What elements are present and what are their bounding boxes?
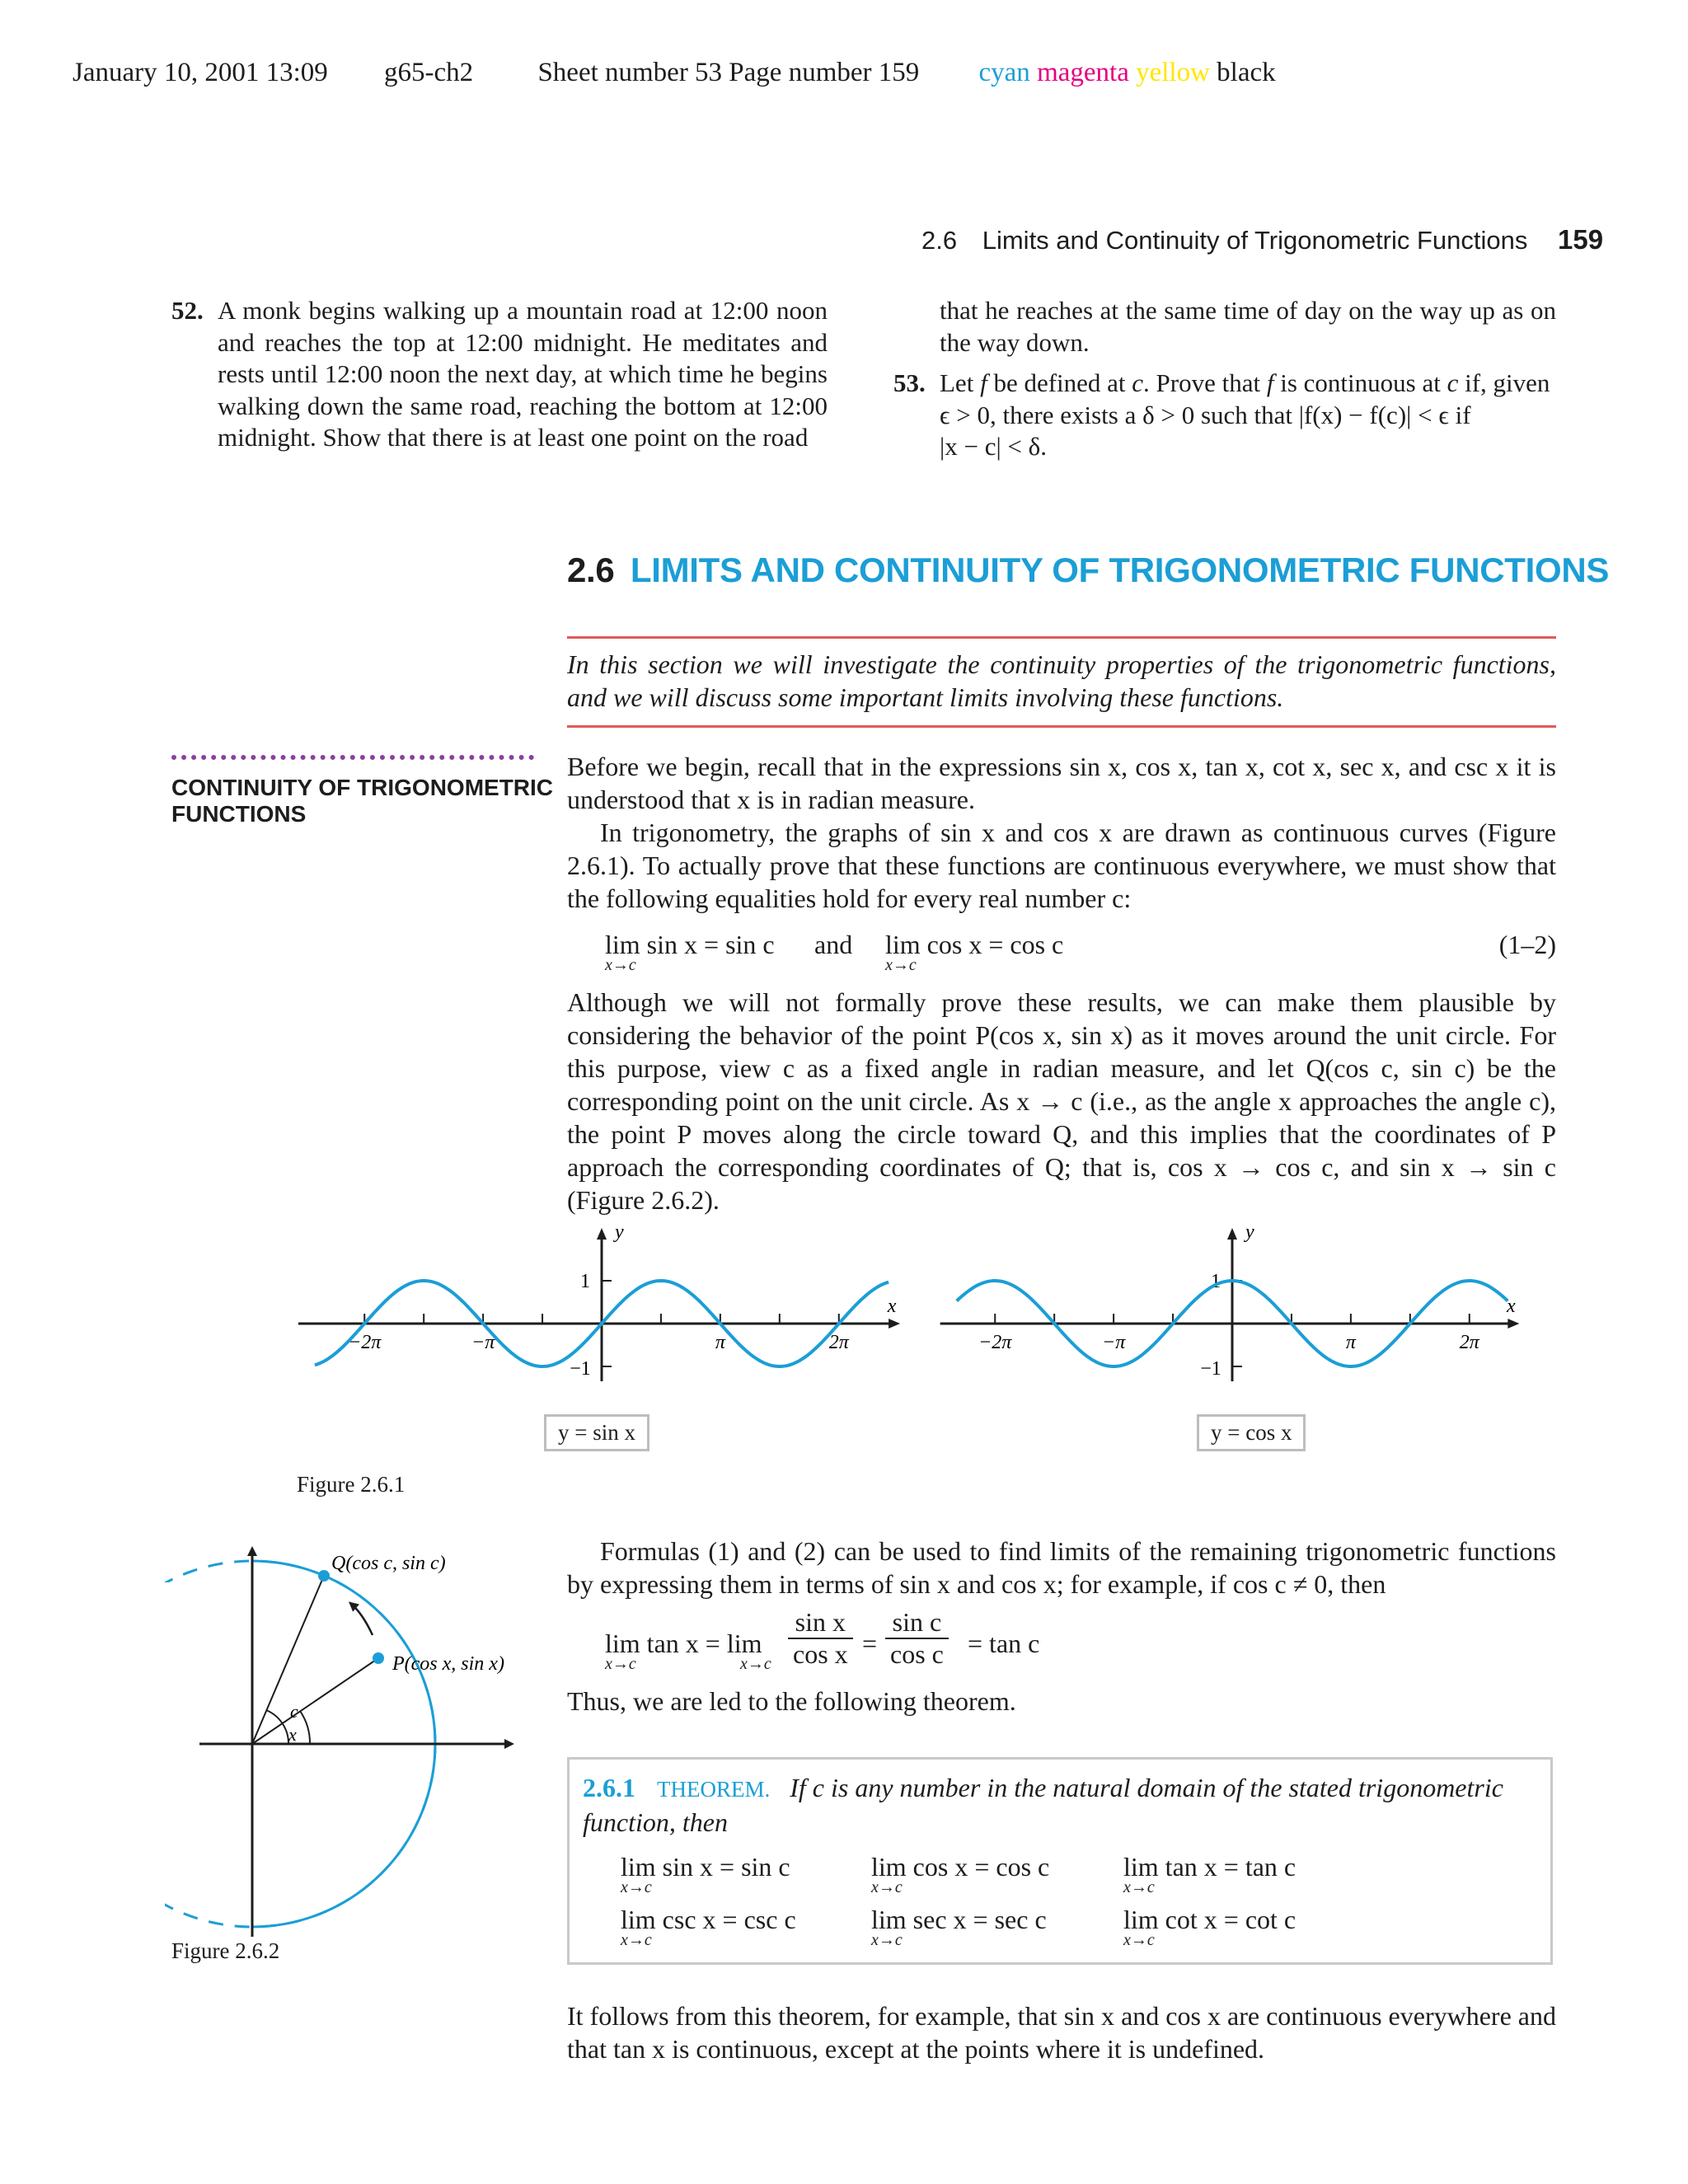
- circle-gap-bottom: [165, 1846, 247, 1896]
- theorem-limit-tan-text: lim tan x = tan c: [1123, 1852, 1296, 1882]
- p53-word-let: Let: [940, 368, 974, 397]
- equation-2-sub: x→c: [885, 956, 917, 974]
- theorem-limit-sec: [871, 1905, 1047, 1949]
- equation-1-sub: x→c: [605, 956, 636, 974]
- cos-x-tick-label: π: [1345, 1332, 1356, 1353]
- cos-x-tick-label: −2π: [978, 1332, 1012, 1353]
- equation-1-2: [605, 930, 1556, 979]
- p53-word-prove: . Prove that: [1143, 368, 1261, 397]
- sin-x-tick-label: −2π: [348, 1332, 382, 1353]
- paragraph-6-text: It follows from this theorem, for example, that sin x and cos x are continuous everywhere and that tan x is continuous, except at the points where it is undefined.: [567, 2001, 1556, 2064]
- p53-f2: f: [1266, 368, 1274, 397]
- p53-f: f: [980, 368, 987, 397]
- tan-fraction-1-den: cos x: [793, 1639, 848, 1669]
- sin-graph-label-text: y = sin x: [558, 1420, 635, 1445]
- sin-x-tick-label: π: [715, 1332, 725, 1353]
- sidebar-dotted-rule: [171, 755, 534, 760]
- motion-arrow: [351, 1604, 373, 1635]
- theorem-box: [567, 1757, 1553, 1965]
- tan-limit-lhs-text: lim tan x = lim: [605, 1629, 762, 1658]
- equation-and: and: [814, 930, 853, 959]
- tan-fraction-2-den: cos c: [890, 1639, 944, 1669]
- angle-arc-x: [300, 1711, 310, 1744]
- problem-52-cont-text: that he reaches at the same time of day on the way up as on the way down.: [940, 296, 1556, 357]
- page-number: 159: [1558, 224, 1604, 255]
- p53-word-continuous: is continuous at: [1280, 368, 1441, 397]
- cos-y-arrow: [1227, 1228, 1237, 1240]
- tan-equals: =: [862, 1629, 878, 1658]
- p53-c2: c: [1447, 368, 1459, 397]
- cos-x-tick-label: −π: [1102, 1332, 1126, 1353]
- theorem-limit-csc: [621, 1905, 796, 1949]
- header-sheet: Sheet number 53 Page number 159: [537, 58, 920, 87]
- tan-fraction-1: [788, 1607, 853, 1670]
- header-date: January 10, 2001 13:09: [73, 58, 328, 87]
- theorem-limit-csc-sub: x→c: [621, 1931, 652, 1949]
- p53-word-given: if, given: [1465, 368, 1550, 397]
- sin-graph-label: [544, 1414, 649, 1451]
- theorem-limit-sec-sub: x→c: [871, 1931, 903, 1949]
- theorem-limit-tan: [1123, 1852, 1296, 1896]
- sin-x-tick-label: −π: [471, 1332, 495, 1353]
- sin-x-arrow: [889, 1319, 900, 1329]
- running-head-title: Limits and Continuity of Trigonometric Functions: [982, 226, 1528, 255]
- theorem-limit-cos-text: lim cos x = cos c: [871, 1852, 1050, 1882]
- cos-x-arrow: [1507, 1319, 1519, 1329]
- paragraph-6: [567, 1999, 1556, 2065]
- problem-52-text: A monk begins walking up a mountain road at 12:00 noon and reaches the top at 12:00 midnight. He meditates and rests until 12:00 noon the next day, at which time he begins walking down the same road, reaching the bottom at 12:00 midnight. Show that there is at least one point on the road: [218, 296, 828, 452]
- theorem-statement-b: function, then: [583, 1807, 728, 1837]
- paragraph-4-text: Formulas (1) and (2) can be used to find limits of the remaining trigonometric functions by expressing them in terms of sin x and cos x; for example, if cos c ≠ 0, then: [567, 1536, 1556, 1599]
- theorem-statement-a: If c is any number in the natural domain of the stated trigonometric: [790, 1773, 1503, 1802]
- equation-1-text: lim sin x = sin c: [605, 930, 775, 959]
- header-color-black: black: [1217, 58, 1276, 87]
- paragraph-4: [567, 1535, 1556, 1601]
- circle-gap-top: [165, 1582, 247, 1653]
- sidebar-heading: [171, 775, 553, 827]
- equation-2-text: lim cos x = cos c: [885, 930, 1064, 959]
- equation-number: (1–2): [1498, 930, 1556, 959]
- sin-x-tick-label: 2π: [828, 1332, 849, 1353]
- section-intro: [567, 648, 1556, 714]
- point-P-label: P(cos x, sin x): [392, 1653, 504, 1675]
- problem-52-number: 52.: [171, 296, 204, 325]
- paragraph-5: [567, 1685, 1556, 1718]
- p53-c: c: [1132, 368, 1144, 397]
- problem-53-line2: ϵ > 0, there exists a δ > 0 such that |f(x) − f(c)| < ϵ if: [940, 400, 1471, 429]
- intro-top-rule: [567, 636, 1556, 639]
- paragraph-3: [567, 986, 1556, 1216]
- problem-53-line3: |x − c| < δ.: [940, 432, 1047, 461]
- theorem-limit-cot-sub: x→c: [1123, 1931, 1155, 1949]
- sin-x-label: x: [887, 1296, 897, 1317]
- theorem-number: 2.6.1: [583, 1773, 635, 1802]
- theorem-limit-cot-text: lim cot x = cot c: [1123, 1905, 1296, 1934]
- tan-limit-sub2: x→c: [740, 1655, 771, 1673]
- point-Q: [318, 1570, 330, 1582]
- paragraph-1: [567, 750, 1556, 816]
- paragraph-5-text: Thus, we are led to the following theorem.: [567, 1686, 1016, 1716]
- sin-label-1: 1: [580, 1271, 590, 1292]
- section-number: 2.6: [567, 551, 615, 589]
- paragraph-2-text: In trigonometry, the graphs of sin x and cos x are drawn as continuous curves (Figure 2.6.1). To actually prove that these functions are continuous everywhere, we must show that the following equalities hold for every real number c:: [567, 818, 1556, 913]
- problem-52-continued: [940, 295, 1556, 359]
- theorem-limit-cot: [1123, 1905, 1296, 1949]
- header-color-cyan: cyan: [978, 58, 1030, 87]
- tan-fraction-2-num: sin c: [885, 1607, 949, 1639]
- figure-2-6-1-caption: Figure 2.6.1: [297, 1472, 406, 1497]
- equation-1-lim: [605, 930, 775, 974]
- print-header: [73, 58, 1276, 88]
- problem-53-number: 53.: [893, 368, 926, 397]
- cos-x-label: x: [1507, 1296, 1516, 1317]
- figure-2-6-2-caption: Figure 2.6.2: [171, 1938, 280, 1963]
- problem-53: [893, 368, 1556, 463]
- sidebar-heading-line1: CONTINUITY OF TRIGONOMETRIC: [171, 775, 554, 800]
- header-color-magenta: magenta: [1037, 58, 1129, 87]
- cos-graph: [940, 1221, 1520, 1381]
- cos-graph-label-text: y = cos x: [1211, 1420, 1292, 1445]
- p53-word-defined: be defined at: [993, 368, 1126, 397]
- section-intro-text: In this section we will investigate the continuity properties of the trigonometric functions, and we will discuss some important limits involving these functions.: [567, 649, 1556, 712]
- theorem-limit-sec-text: lim sec x = sec c: [871, 1905, 1047, 1934]
- theorem-label: THEOREM.: [657, 1777, 771, 1802]
- theorem-limit-csc-text: lim csc x = csc c: [621, 1905, 796, 1934]
- theorem-statement: [583, 1771, 1539, 1839]
- cos-label-neg1: −1: [1200, 1358, 1221, 1380]
- paragraph-3-text: Although we will not formally prove these results, we can make them plausible by considering the behavior of the point P(cos x, sin x) as it moves around the unit circle. For this purpose, view c as a fixed angle in radian measure, and let Q(cos c, sin c) be the corresponding point on the unit circle. As x → c (i.e., as the angle x approaches the angle c), the point P moves along the circle toward Q, and this implies that the coordinates of P approach the corresponding coordinates of Q; that is, cos x → cos c, and sin x → sin c (Figure 2.6.2).: [567, 987, 1556, 1215]
- paragraph-2: [567, 816, 1556, 915]
- header-file: g65-ch2: [384, 58, 474, 87]
- tan-limit-sub1: x→c: [605, 1655, 636, 1673]
- cos-x-tick-label: 2π: [1459, 1332, 1479, 1353]
- figure-2-6-1-graphs: [280, 1220, 1566, 1483]
- angle-c-label: c: [290, 1701, 298, 1722]
- theorem-limit-sin-sub: x→c: [621, 1878, 652, 1896]
- tan-limit-lhs: [605, 1629, 771, 1673]
- tan-limit-rhs: = tan c: [968, 1629, 1040, 1658]
- theorem-limit-tan-sub: x→c: [1123, 1878, 1155, 1896]
- problem-53-line1: [940, 368, 1556, 400]
- running-head: [921, 224, 1604, 255]
- intro-bottom-rule: [567, 725, 1556, 728]
- cos-y-label: y: [1245, 1221, 1254, 1243]
- equation-2-lim: [885, 930, 1064, 974]
- sin-graph: [298, 1221, 900, 1381]
- theorem-limit-sin-text: lim sin x = sin c: [621, 1852, 790, 1882]
- cos-label-1: 1: [1211, 1271, 1221, 1292]
- angle-x-label: x: [288, 1724, 297, 1745]
- point-Q-label: Q(cos c, sin c): [331, 1553, 446, 1574]
- tan-fraction-1-num: sin x: [788, 1607, 853, 1639]
- sin-label-neg1: −1: [570, 1358, 591, 1380]
- point-P: [373, 1652, 384, 1664]
- problem-52: [171, 295, 828, 454]
- header-color-yellow: yellow: [1136, 58, 1210, 87]
- sin-y-label: y: [615, 1221, 624, 1243]
- figure-2-6-2-unit-circle: [165, 1533, 544, 1945]
- section-title: LIMITS AND CONTINUITY OF TRIGONOMETRIC FUNCTIONS: [630, 551, 1610, 589]
- paragraph-1-text: Before we begin, recall that in the expressions sin x, cos x, tan x, cot x, sec x, and csc x it is understood that x is in radian measure.: [567, 752, 1556, 814]
- theorem-limit-cos-sub: x→c: [871, 1878, 903, 1896]
- section-heading: [567, 551, 1609, 590]
- theorem-limits-grid: [621, 1852, 1527, 1951]
- theorem-limit-sin: [621, 1852, 790, 1896]
- sidebar-heading-line2: FUNCTIONS: [171, 801, 307, 827]
- theorem-limit-cos: [871, 1852, 1050, 1896]
- cos-graph-label: [1197, 1414, 1306, 1451]
- running-head-section: 2.6: [921, 226, 958, 255]
- sin-y-arrow: [597, 1228, 607, 1240]
- tan-fraction-2: [885, 1607, 949, 1670]
